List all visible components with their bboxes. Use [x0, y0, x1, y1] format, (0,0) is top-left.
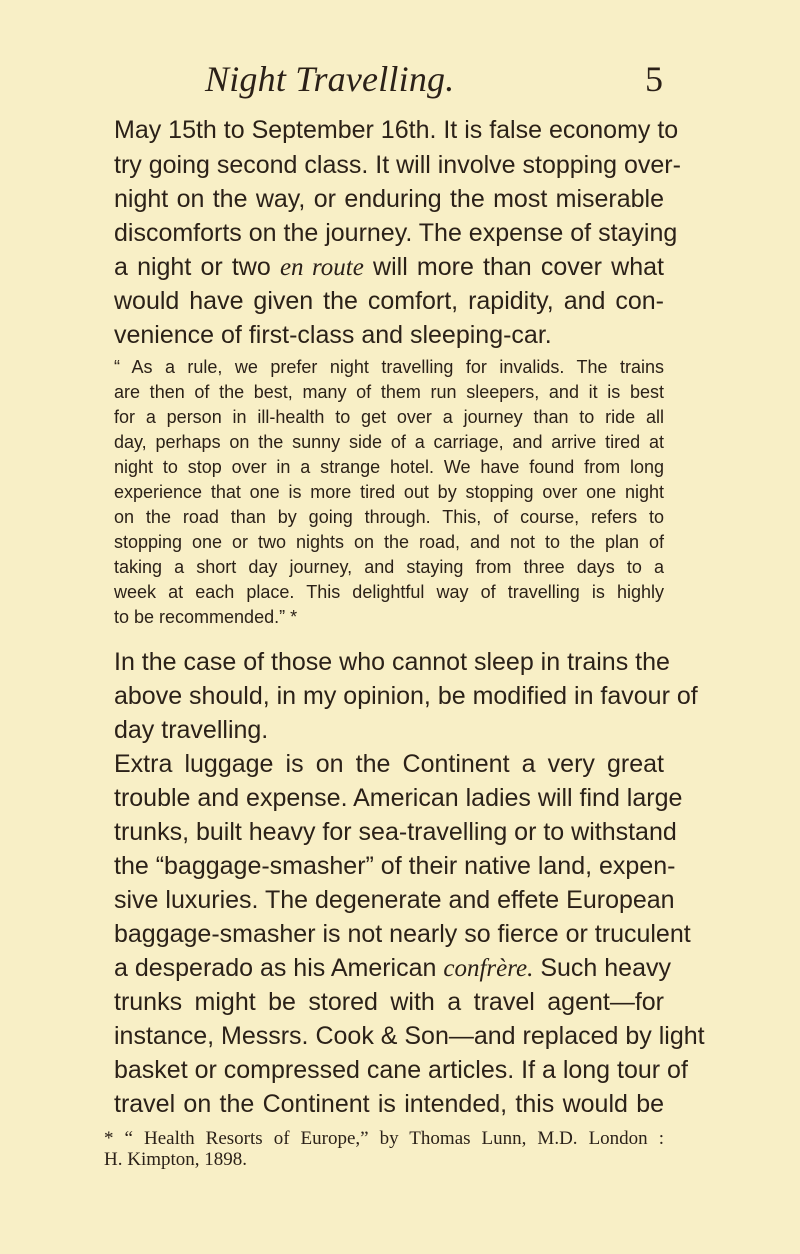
quote-line: to be recommended.” * — [114, 607, 298, 627]
text-line: sive luxuries. The degenerate and effete European — [114, 886, 675, 914]
quote-line: experience that one is more tired out by stopping over one night — [114, 482, 664, 502]
text-line: trunks might be stored with a travel agent—for — [114, 988, 664, 1016]
italic-phrase: en route — [279, 254, 364, 281]
text-line: baggage-smasher is not nearly so fierce or truculent — [114, 920, 691, 948]
text-segment: Such heavy — [540, 954, 671, 982]
quote-line: night to stop over in a strange hotel. We have found from long — [114, 457, 664, 477]
text-segment: will more than cover what — [373, 253, 664, 281]
italic-phrase: confrère. — [443, 955, 534, 982]
text-line: In the case of those who cannot sleep in trains the — [114, 648, 670, 676]
quote-line: for a person in ill-health to get over a journey than to ride all — [114, 407, 664, 427]
page-number: 5 — [645, 59, 663, 99]
text-segment: a desperado as his American — [114, 954, 437, 982]
text-line: May 15th to September 16th. It is false economy to — [114, 116, 679, 144]
text-line: night on the way, or enduring the most miserable — [114, 185, 664, 213]
text-segment: a night or two — [114, 253, 271, 281]
footnote-line: H. Kimpton, 1898. — [104, 1149, 248, 1170]
quote-line: week at each place. This delightful way of travelling is highly — [114, 582, 664, 602]
quote-line: are then of the best, many of them run sleepers, and it is best — [114, 382, 664, 402]
text-line: discomforts on the journey. The expense of staying — [114, 219, 678, 247]
text-line: venience of first-class and sleeping-car. — [114, 321, 552, 349]
text-line: day travelling. — [114, 716, 269, 744]
text-line: instance, Messrs. Cook & Son—and replaced by light — [114, 1022, 705, 1050]
text-line: would have given the comfort, rapidity, and con- — [114, 287, 664, 315]
running-head: Night Travelling. — [205, 59, 455, 99]
text-line: basket or compressed cane articles. If a long tour of — [114, 1056, 688, 1084]
text-line: the “baggage-smasher” of their native land, expen- — [114, 852, 676, 880]
text-line-with-italic — [114, 252, 664, 283]
quote-line: taking a short day journey, and staying from three days to a — [114, 557, 664, 577]
text-line: above should, in my opinion, be modified in favour of — [114, 682, 698, 710]
footnote-line: * “ Health Resorts of Europe,” by Thomas Lunn, M.D. London : — [104, 1128, 664, 1149]
text-line: Extra luggage is on the Continent a very great — [114, 750, 664, 778]
quote-line: day, perhaps on the sunny side of a carriage, and arrive tired at — [114, 432, 664, 452]
text-line-with-italic — [114, 953, 671, 984]
text-line: trunks, built heavy for sea-travelling or to withstand — [114, 818, 677, 846]
page-header — [205, 58, 665, 110]
quote-line: “ As a rule, we prefer night travelling for invalids. The trains — [114, 357, 664, 377]
text-line: travel on the Continent is intended, this would be — [114, 1090, 664, 1118]
quote-line: stopping one or two nights on the road, and not to the plan of — [114, 532, 664, 552]
text-line: try going second class. It will involve stopping over- — [114, 151, 681, 179]
quote-line: on the road than by going through. This, of course, refers to — [114, 507, 664, 527]
text-line: trouble and expense. American ladies will find large — [114, 784, 683, 812]
